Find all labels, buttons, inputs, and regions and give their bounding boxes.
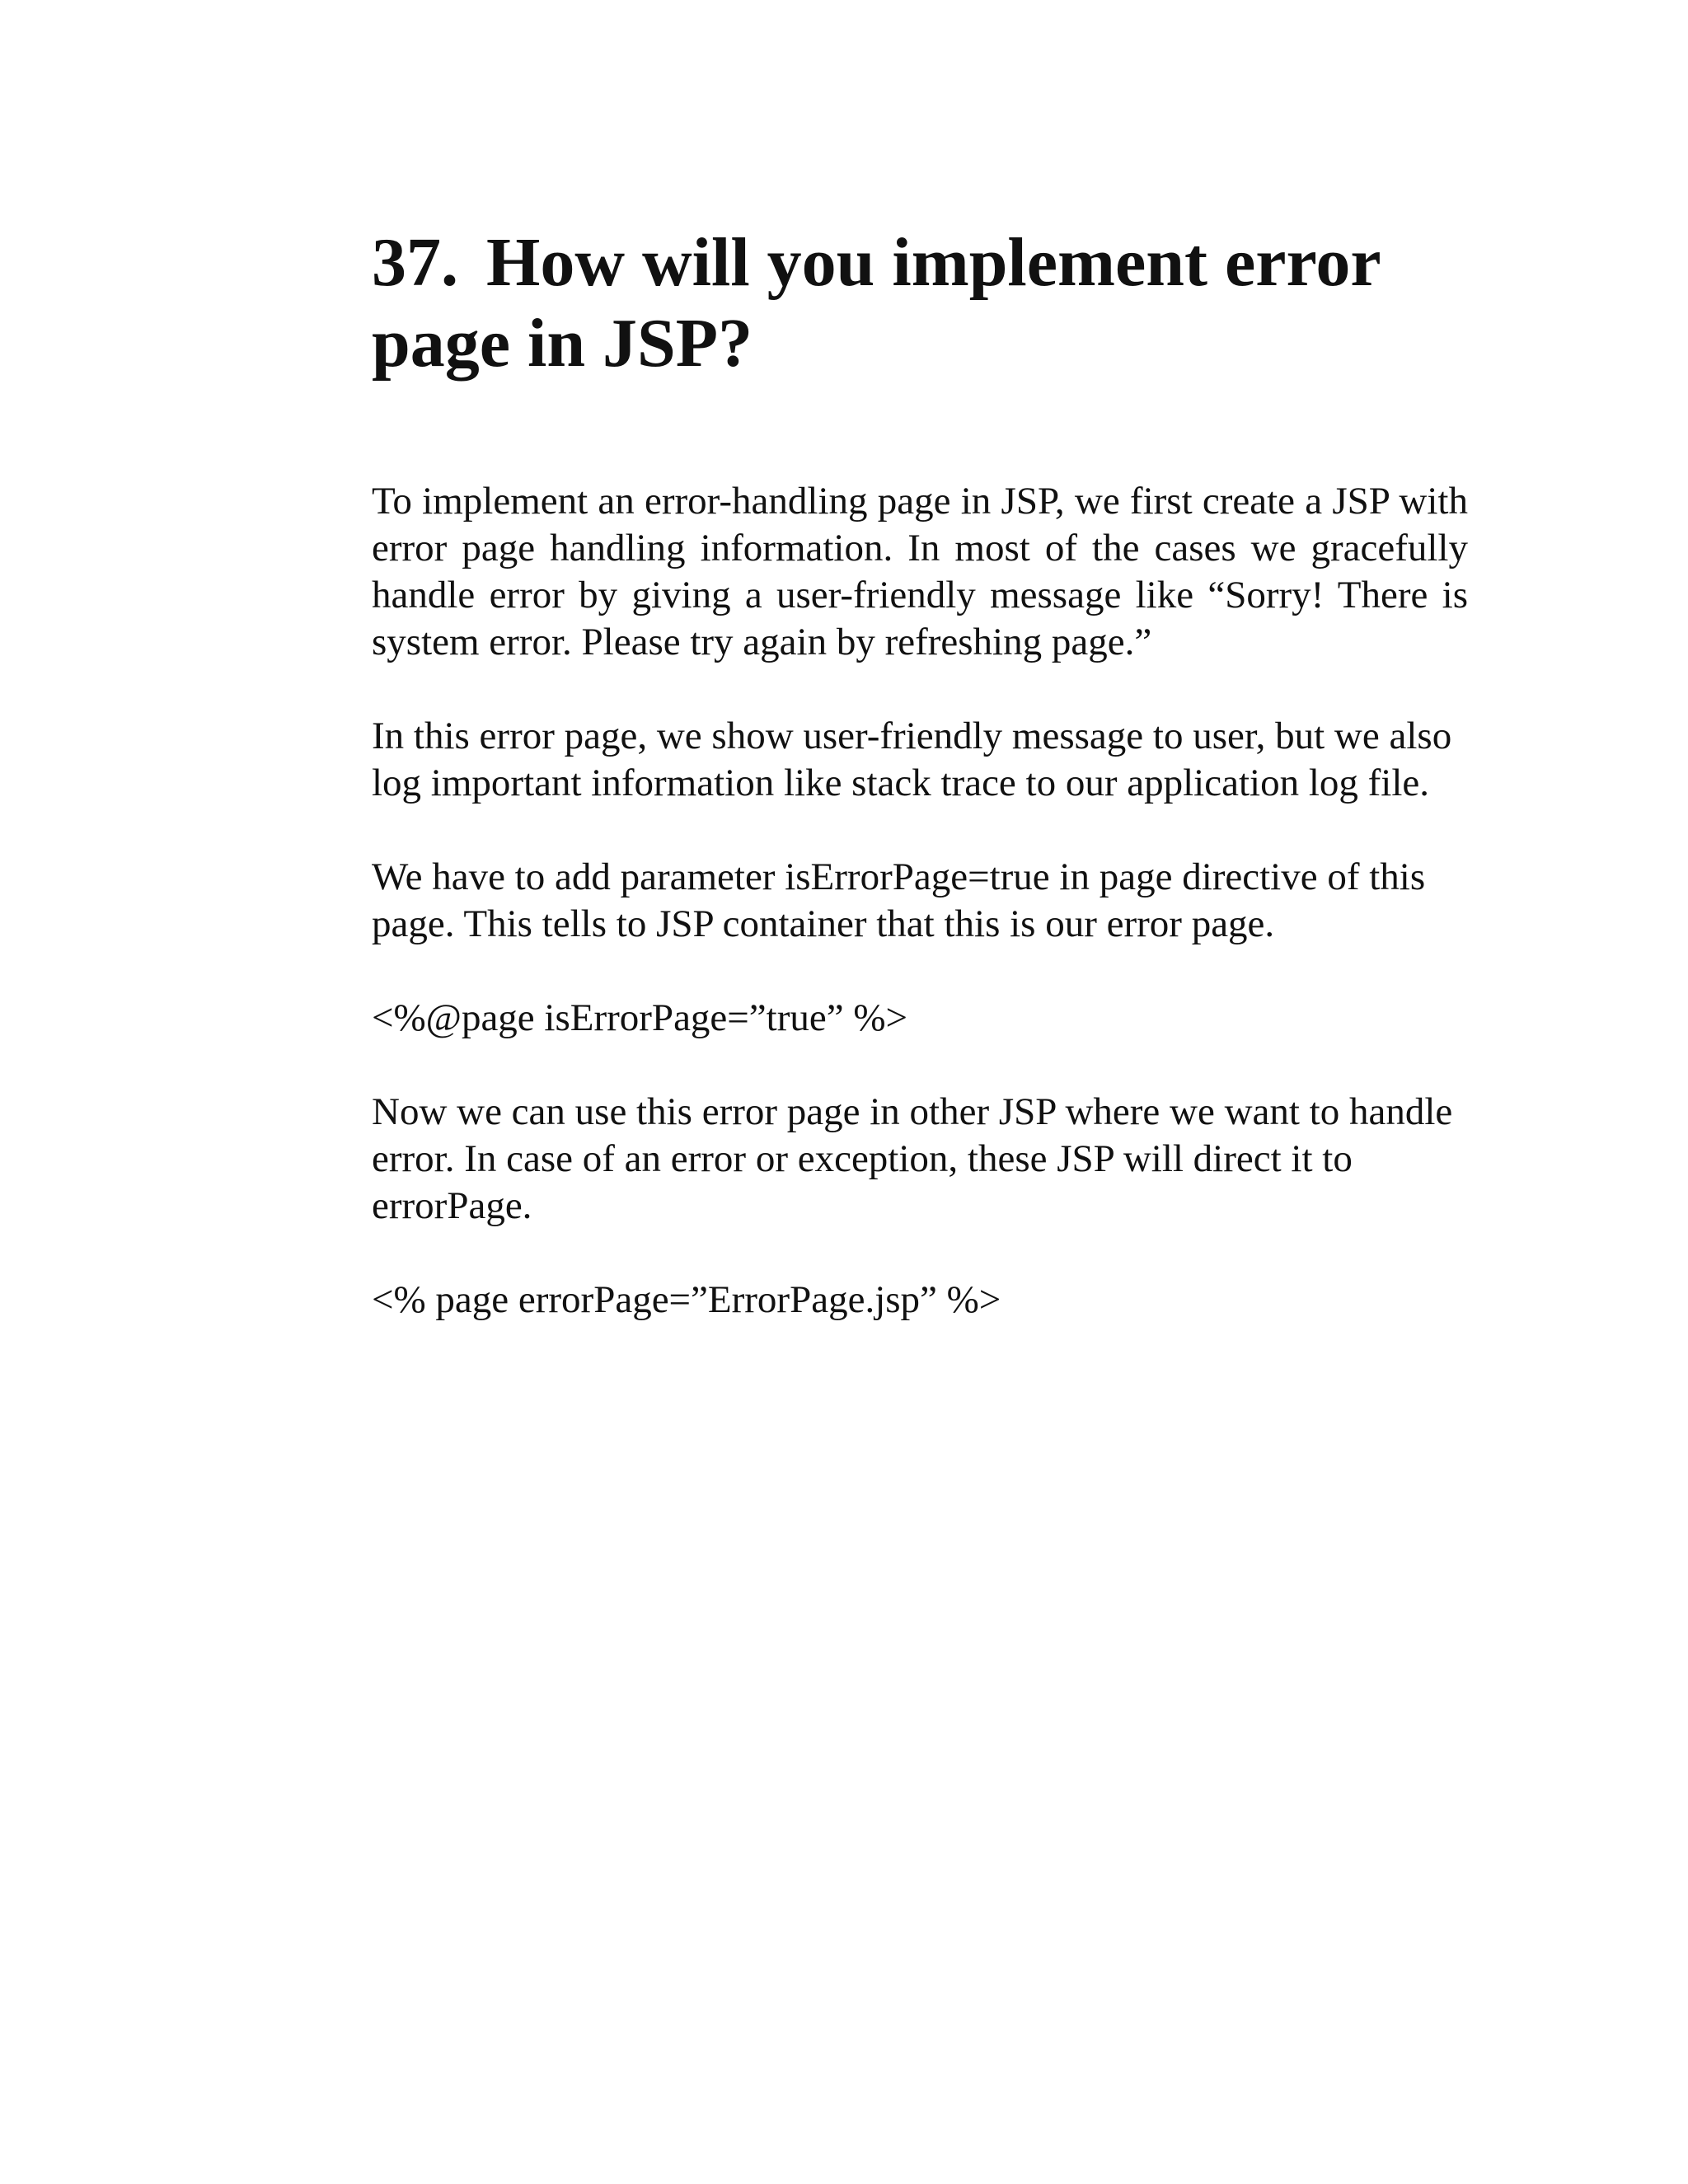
code-iserrorpage: <%@page isErrorPage=”true” %> xyxy=(372,996,907,1039)
paragraph-logging: In this error page, we show user-friendly message to user, but we also log important information like stack trace to our application log file. xyxy=(372,715,1452,804)
paragraph-usage: Now we can use this error page in other JSP where we want to handle error. In case of an error or exception, these JSP will direct it to errorPage. xyxy=(372,1090,1453,1227)
section-title: How will you implement error page in JSP? xyxy=(372,224,1381,382)
code-errorpage: <% page errorPage=”ErrorPage.jsp” %> xyxy=(372,1278,1001,1321)
section-number: 37. xyxy=(372,224,458,301)
paragraph-intro: To implement an error-handling page in JSP, we first create a JSP with error page handling information. In most of the cases we gracefully handle error by giving a user-friendly message like “Sorry! There is system error. Please try again by refreshing page.” xyxy=(372,480,1468,663)
paragraph-directive: We have to add parameter isErrorPage=true in page directive of this page. This tells to JSP container that this is our error page. xyxy=(372,855,1426,945)
page-content xyxy=(372,223,1468,1324)
section-heading xyxy=(372,223,1468,384)
